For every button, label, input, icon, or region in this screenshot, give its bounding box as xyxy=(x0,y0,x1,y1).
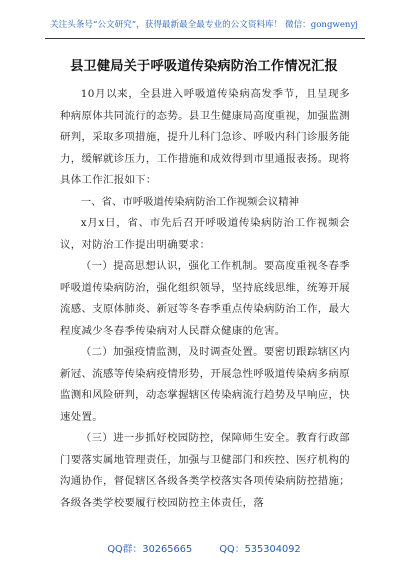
document-body xyxy=(60,84,350,514)
section-heading-1: 一、省、市呼吸道传染病防治工作视频会议精神 xyxy=(80,195,299,208)
item-1-paragraph: （一）提高思想认识，强化工作机制。要高度重视冬春季呼吸道传染病防治，强化组织领导，坚持底线思维，统筹开展流感、支原体肺炎、新冠等冬春季重点传染病防治工作，最大程度减少冬春季传染病对人民群众健康的危害。 xyxy=(60,260,350,337)
header-divider xyxy=(45,38,365,39)
item-3-paragraph: （三）进一步抓好校园防控，保障师生安全。教育行政部门要落实属地管理责任，加强与卫健部门和疾控、医疗机构的沟通协作，督促辖区各级各类学校落实各项传染病防控措施；各级各类学校要履行校园防控主体责任，落 xyxy=(60,432,350,509)
intro-paragraph: 10月以来，全县进入呼吸道传染病高发季节，且呈现多种病原体共同流行的态势。县卫生健康局高度重视，加强监测研判，采取多项措施，提升儿科门急诊、呼吸内科门诊服务能力，缓解就诊压力，工作措施和成效得到市里通报表扬。现将具体工作汇报如下： xyxy=(60,88,350,186)
footer-contact xyxy=(0,541,408,555)
item-2-paragraph: （二）加强疫情监测，及时调查处置。要密切跟踪辖区内新冠、流感等传染病疫情形势，开展急性呼吸道传染病多病原监测和风险研判，动态掌握辖区传染病流行趋势及早响应，快速处置。 xyxy=(60,346,350,423)
section-1-paragraph: x月x日，省、市先后召开呼吸道传染病防治工作视频会议，对防治工作提出明确要求： xyxy=(60,217,350,251)
header-banner: 关注头条号“公文研究”，获得最新最全最专业的公文资料库！ 微信：gongwenyj xyxy=(50,20,358,30)
document-title: 县卫健局关于呼吸道传染病防治工作情况汇报 xyxy=(70,59,338,74)
footer-qq-group: QQ群：30265665 xyxy=(107,544,193,555)
footer-qq: QQ：535304092 xyxy=(219,544,301,555)
